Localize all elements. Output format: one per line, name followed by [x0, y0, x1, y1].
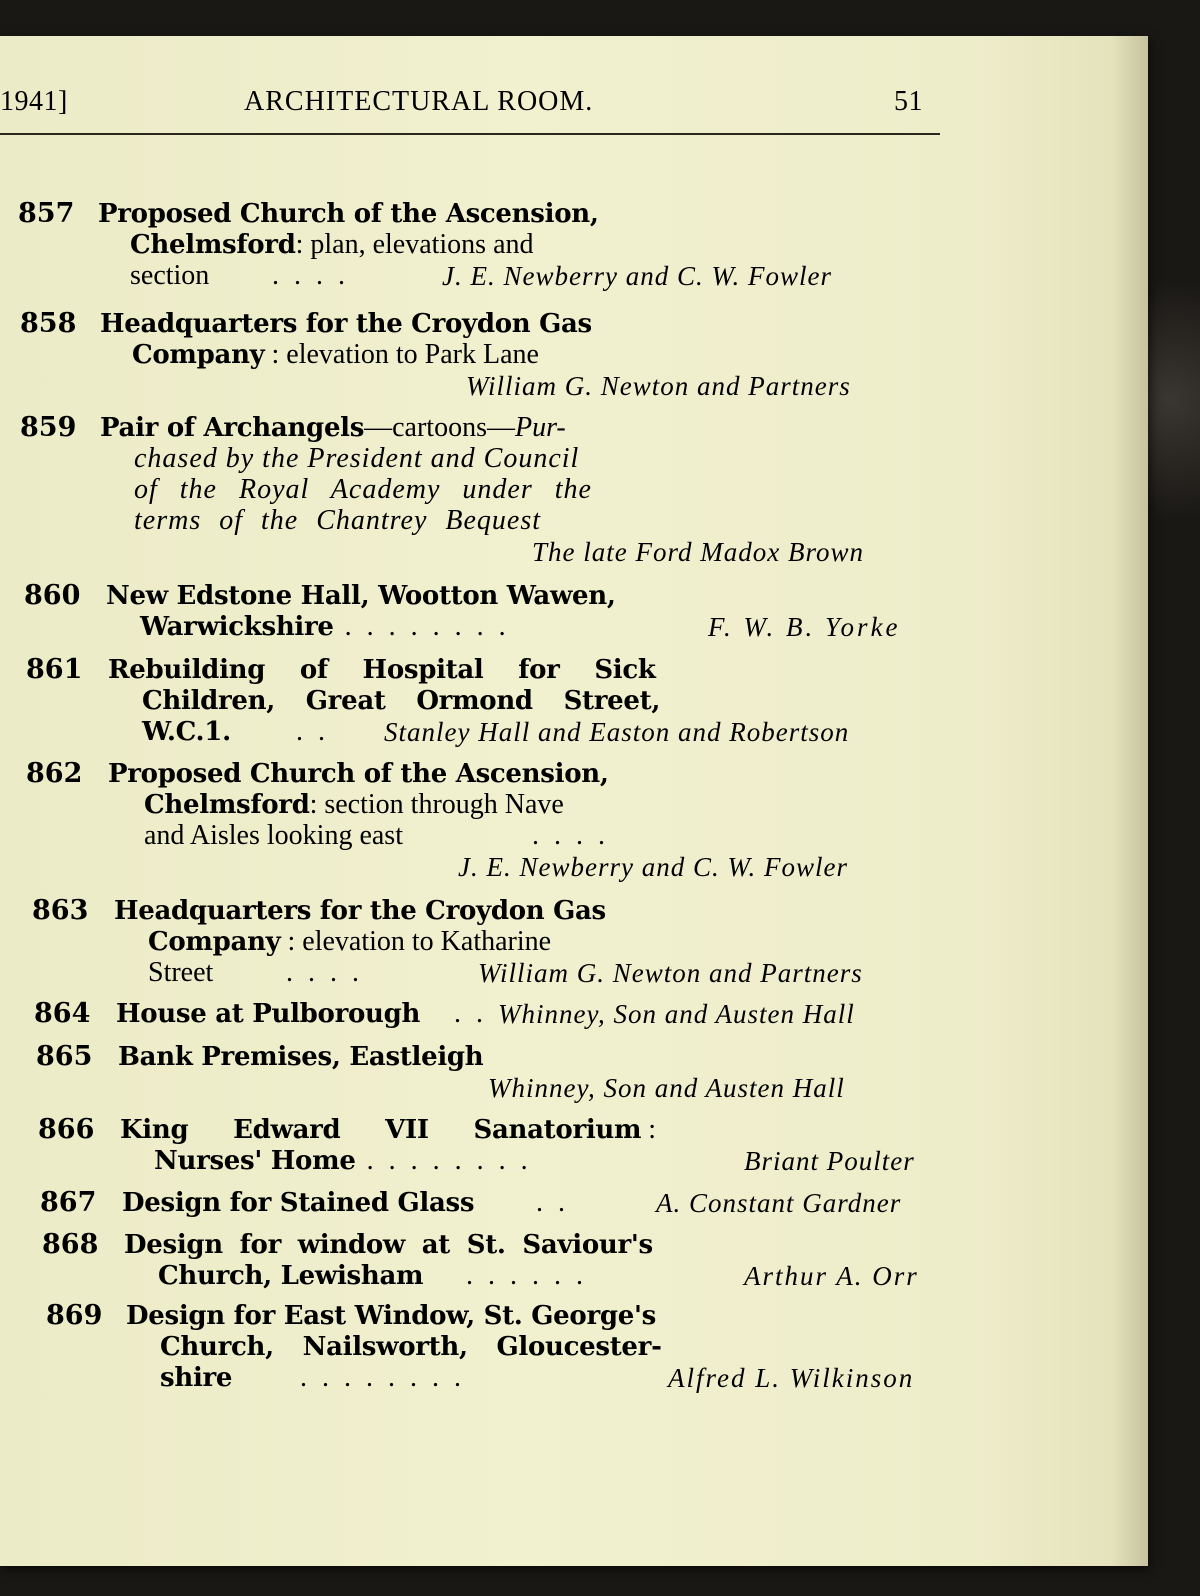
entry-description: chased by the President and Council	[134, 443, 580, 474]
entry-title-line: Warwickshire . . . . . . . .	[140, 611, 510, 642]
entry-artist: Alfred L. Wilkinson	[668, 1363, 915, 1393]
entry-title: Design for window at St. Saviour's	[124, 1230, 653, 1260]
entry-artist: Whinney, Son and Austen Hall	[488, 1073, 845, 1103]
entry-title: Bank Premises, Eastleigh	[118, 1042, 484, 1072]
header-rule	[0, 133, 940, 135]
entry-title: New Edstone Hall, Wootton Wawen,	[106, 581, 616, 611]
entry-description: Street	[148, 957, 214, 988]
entry-artist: F. W. B. Yorke	[708, 612, 901, 642]
dot-leader: . . . .	[286, 957, 363, 988]
entry-title-line-2: Nurses' Home . . . . . . . .	[154, 1145, 532, 1176]
entry-number: 865	[36, 1041, 93, 1072]
entry-title: Proposed Church of the Ascension,	[108, 759, 609, 789]
entry-artist: Whinney, Son and Austen Hall	[498, 999, 855, 1029]
entry-title-line: Pair of Archangels—cartoons—Pur-	[100, 412, 566, 443]
entry-title-line: Company : elevation to Park Lane	[132, 339, 539, 370]
entry-title: Proposed Church of the Ascension,	[98, 199, 599, 229]
entry-number: 862	[26, 758, 83, 789]
entry-description: and Aisles looking east	[144, 820, 403, 851]
entry-title: Headquarters for the Croydon Gas	[114, 896, 606, 926]
entry-artist: Arthur A. Orr	[744, 1261, 919, 1291]
entry-title: Headquarters for the Croydon Gas	[100, 309, 592, 339]
dot-leader: . .	[454, 998, 487, 1029]
entry-artist: Stanley Hall and Easton and Robertson	[384, 717, 850, 747]
entry-title-line: Company : elevation to Katharine	[148, 926, 552, 957]
entry-number: 867	[40, 1187, 97, 1218]
running-head	[0, 86, 940, 126]
entry-description: section	[130, 260, 210, 291]
entry-artist: William G. Newton and Partners	[478, 958, 863, 988]
entry-number: 869	[46, 1300, 103, 1331]
entry-title-2: Children, Great Ormond Street,	[142, 686, 661, 716]
entry-number: 859	[20, 412, 77, 443]
dot-leader: . .	[536, 1187, 569, 1218]
entry-title-line: Chelmsford: section through Nave	[144, 789, 564, 820]
entry-title: Design for Stained Glass	[122, 1188, 475, 1218]
entry-title: Rebuilding of Hospital for Sick	[108, 655, 656, 685]
entry-number: 857	[18, 198, 75, 229]
entry-title-3: W.C.1.	[142, 717, 231, 747]
entry-number: 860	[24, 580, 81, 611]
entry-artist: The late Ford Madox Brown	[532, 537, 864, 567]
entry-description: of the Royal Academy under the	[134, 474, 592, 505]
entry-title-3: shire	[160, 1363, 233, 1393]
entry-title-line: Chelmsford: plan, elevations and	[130, 229, 534, 260]
entry-artist: Briant Poulter	[744, 1146, 915, 1176]
entry-artist: A. Constant Gardner	[656, 1188, 902, 1218]
entry-artist: William G. Newton and Partners	[466, 371, 851, 401]
entry-description: terms of the Chantrey Bequest	[134, 505, 542, 536]
header-title: ARCHITECTURAL ROOM.	[244, 86, 594, 117]
entry-title: Design for East Window, St. George's	[126, 1301, 656, 1331]
entry-number: 861	[26, 654, 83, 685]
header-year: 1941]	[0, 86, 68, 117]
entry-number: 864	[34, 998, 91, 1029]
dot-leader: . . . .	[532, 820, 609, 851]
entry-number: 868	[42, 1229, 99, 1260]
entry-artist: J. E. Newberry and C. W. Fowler	[442, 261, 832, 291]
entry-number: 866	[38, 1114, 95, 1145]
entry-artist: J. E. Newberry and C. W. Fowler	[458, 852, 848, 882]
entry-number: 858	[20, 308, 77, 339]
entry-title: House at Pulborough	[116, 999, 421, 1029]
entry-title-2: Church, Nailsworth, Gloucester-	[160, 1332, 662, 1362]
dot-leader: . .	[296, 716, 329, 747]
dot-leader: . . . . . . . .	[300, 1362, 465, 1393]
page-number: 51	[894, 86, 923, 117]
dot-leader: . . . . . .	[466, 1260, 587, 1291]
entry-title-2: Church, Lewisham	[158, 1261, 424, 1291]
entry-title-line: King Edward VII Sanatorium :	[120, 1114, 657, 1145]
dot-leader: . . . .	[272, 260, 349, 291]
page-gutter-shadow	[1112, 36, 1148, 1566]
entry-number: 863	[32, 895, 89, 926]
